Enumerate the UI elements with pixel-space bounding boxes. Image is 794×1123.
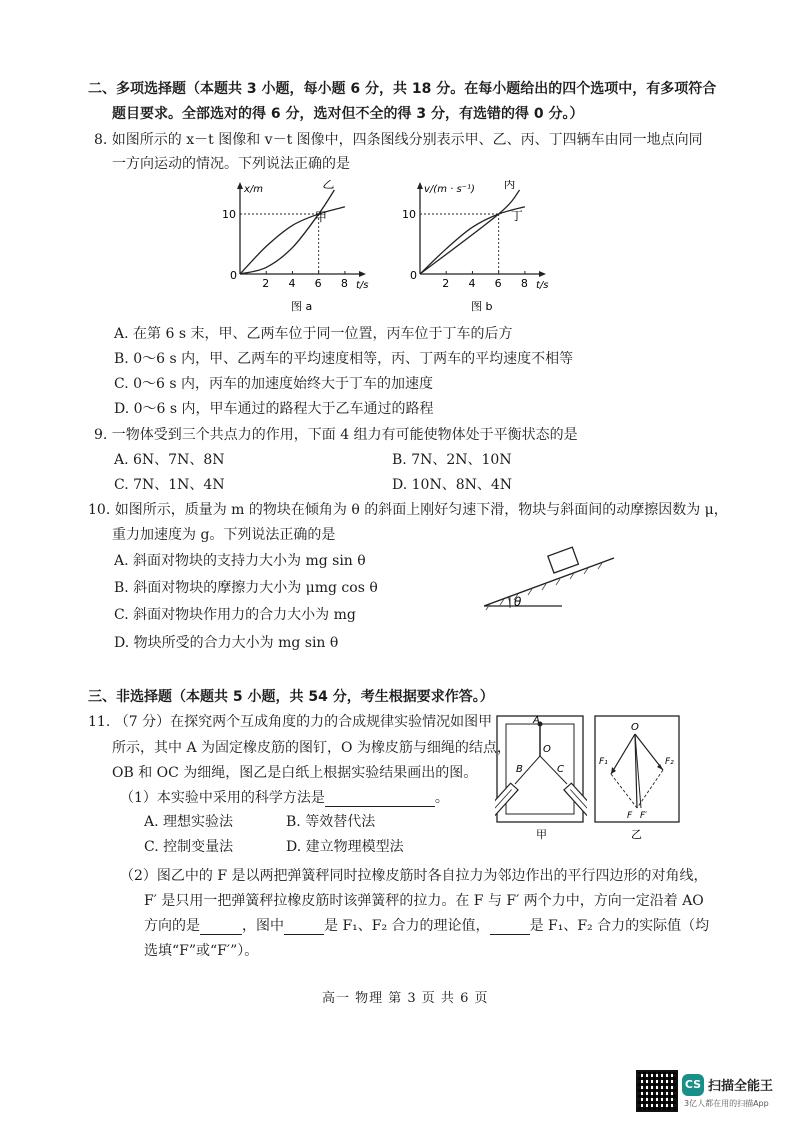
q9-option-d: D. 10N、8N、4N <box>392 477 513 493</box>
q8-option-a: A. 在第 6 s 末，甲、乙两车位于同一位置，丙车位于丁车的后方 <box>114 326 513 342</box>
q11-sub2-line2: F′ 是只用一把弹簧秤拉橡皮筋时该弹簧秤的拉力。在 F 与 F′ 两个力中，方向一定沿着 AO <box>144 893 704 909</box>
q8-stem-line2: 一方向运动的情况。下列说法正确的是 <box>112 156 350 172</box>
chart-a-x-tick-label: 6 <box>314 277 322 290</box>
qr-code-icon <box>636 1070 678 1112</box>
q11-sub2-line3-b: ，图中 <box>242 918 284 934</box>
q11-sub2-line4: 选填“F”或“F′”）。 <box>144 943 259 959</box>
q9-option-c: C. 7N、1N、4N <box>114 477 225 493</box>
chart-a-x-arrow-icon <box>359 271 366 277</box>
chart-a-y-label: x/m <box>244 184 264 195</box>
q11-sub1-end: 。 <box>434 790 449 806</box>
q10-stem-line1: 10. 如图所示，质量为 m 的物块在倾角为 θ 的斜面上刚好匀速下滑，物块与斜面间的动摩擦因数为 μ， <box>88 502 728 518</box>
yi-dash-1 <box>611 774 637 808</box>
page-footer: 高一 物理 第 3 页 共 6 页 <box>322 991 489 1006</box>
section2-header-line2: 题目要求。全部选对的得 6 分，选对但不全的得 3 分，有选错的得 0 分。） <box>112 106 584 122</box>
chart-a-title: 图 a <box>291 300 313 313</box>
q11-blank-direction[interactable] <box>200 918 242 935</box>
q10-option-c: C. 斜面对物块作用力的合力大小为 mg <box>114 607 356 623</box>
q11-sub2-line3 <box>144 915 709 935</box>
chart-a-series-乙 <box>240 190 334 274</box>
jia-caption: 甲 <box>536 828 547 841</box>
yi-label-o: O <box>631 722 639 733</box>
q10-option-a: A. 斜面对物块的支持力大小为 mg sin θ <box>114 553 366 569</box>
chart-a <box>212 180 372 320</box>
chart-b-x-arrow-icon <box>539 271 546 277</box>
chart-a-x-tick-label: 2 <box>262 277 270 290</box>
chart-a-series-label: 乙 <box>322 180 335 191</box>
q11-sub2-line3-a: 方向的是 <box>144 918 200 934</box>
figure-jia <box>495 714 587 842</box>
chart-a-y-arrow-icon <box>237 182 243 189</box>
jia-label-b: B <box>516 764 523 775</box>
chart-b-x-tick-label: 8 <box>520 277 528 290</box>
q10-stem-line2: 重力加速度为 g。下列说法正确的是 <box>112 527 336 543</box>
incline-hatch <box>486 563 602 610</box>
q11-sub2-line1: （2）图乙中的 F 是以两把弹簧秤同时拉橡皮筋时各自拉力为邻边作出的平行四边形的对角线， <box>120 868 708 884</box>
q11-opt-c: C. 控制变量法 <box>144 839 234 855</box>
yi-label-fprime: F′ <box>640 811 648 821</box>
q11-sub1 <box>120 787 449 807</box>
chart-b-x-label: t/s <box>536 280 549 291</box>
yi-vector-f2 <box>635 734 663 770</box>
chart-b-y-arrow-icon <box>417 182 423 189</box>
chart-a-x-tick-label: 8 <box>340 277 348 290</box>
jia-label-c: C <box>557 764 564 775</box>
chart-b-x-tick-label: 6 <box>494 277 502 290</box>
q11-sub1-text: （1）本实验中采用的科学方法是 <box>120 790 325 806</box>
yi-vector-f1 <box>611 734 635 774</box>
incline-block <box>548 547 579 573</box>
cs-logo-icon: CS <box>682 1074 704 1096</box>
jia-label-a: A <box>533 715 540 726</box>
chart-b-x-tick-label: 2 <box>442 277 450 290</box>
chart-b-y-label: v/(m · s⁻¹) <box>424 184 475 195</box>
q11-sub2-line3-c: 是 F₁、F₂ 合力的理论值， <box>324 918 490 934</box>
q10-option-b: B. 斜面对物块的摩擦力大小为 μmg cos θ <box>114 580 378 596</box>
chart-a-origin-label: 0 <box>230 269 237 282</box>
chart-b-title: 图 b <box>471 300 493 313</box>
chart-a-x-label: t/s <box>356 280 369 291</box>
yi-caption: 乙 <box>631 828 642 841</box>
q11-opt-d: D. 建立物理模型法 <box>286 839 404 855</box>
q8-option-b: B. 0～6 s 内，甲、乙两车的平均速度相等，丙、丁两车的平均速度不相等 <box>114 351 574 367</box>
yi-label-f1: F₁ <box>599 757 608 767</box>
figure-yi-svg <box>593 714 683 842</box>
section2-header-line1: 二、多项选择题（本题共 3 小题，每小题 6 分，共 18 分。在每小题给出的四个选项中，有多项符合 <box>88 81 717 97</box>
figure-jia-svg <box>495 714 587 842</box>
q11-blank-theoretical[interactable] <box>284 918 324 935</box>
q11-blank-actual[interactable] <box>490 918 530 935</box>
q11-stem-line1: 11. （7 分）在探究两个互成角度的力的合成规律实验情况如图甲 <box>88 714 493 730</box>
chart-b-origin-label: 0 <box>410 269 417 282</box>
q11-opt-b: B. 等效替代法 <box>286 814 376 830</box>
jia-label-o: O <box>543 744 551 755</box>
q8-option-d: D. 0～6 s 内，甲车通过的路程大于乙车通过的路程 <box>114 401 434 417</box>
yi-label-f2: F₂ <box>665 757 674 767</box>
q11-sub2-line3-d: 是 F₁、F₂ 合力的实际值（均 <box>529 918 710 934</box>
q8-option-c: C. 0～6 s 内，丙车的加速度始终大于丁车的加速度 <box>114 376 434 392</box>
q9-stem: 9. 一物体受到三个共点力的作用，下面 4 组力有可能使物体处于平衡状态的是 <box>94 427 578 443</box>
chart-b-y-tick-label: 10 <box>402 208 416 221</box>
q11-stem-line2: 所示，其中 A 为固定橡皮筋的图钉，O 为橡皮筋与细绳的结点， <box>112 740 511 756</box>
chart-a-series-甲 <box>240 207 345 274</box>
watermark-tagline: 3亿人都在用的扫描App <box>684 1099 769 1108</box>
chart-b-series-丁 <box>420 207 525 274</box>
jia-spring-scale-b <box>495 783 518 821</box>
incline-figure <box>480 540 620 612</box>
yi-label-f: F <box>627 811 633 821</box>
chart-a-series-label: 甲 <box>314 209 327 224</box>
q8-stem-line1: 8. 如图所示的 x－t 图像和 v－t 图像中，四条图线分别表示甲、乙、丙、丁四辆车由同一地点向同 <box>94 132 703 148</box>
q11-stem-line3: OB 和 OC 为细绳，图乙是白纸上根据实验结果画出的图。 <box>112 765 478 781</box>
q9-option-b: B. 7N、2N、10N <box>392 452 512 468</box>
q11-sub1-blank[interactable] <box>325 790 435 807</box>
watermark-brand: 扫描全能王 <box>708 1079 774 1094</box>
yi-arrow-f2-icon <box>657 764 663 770</box>
incline-angle-label: θ <box>514 595 522 609</box>
section3-header: 三、非选择题（本题共 5 小题，共 54 分，考生根据要求作答。） <box>88 689 494 705</box>
chart-a-y-tick-label: 10 <box>222 208 236 221</box>
incline-svg <box>480 540 620 612</box>
chart-a-x-tick-label: 4 <box>288 277 296 290</box>
q9-option-a: A. 6N、7N、8N <box>114 452 225 468</box>
figure-yi <box>593 714 683 842</box>
chart-b-series-丙 <box>420 190 520 274</box>
incline-surface <box>484 558 614 606</box>
chart-b-series-label: 丙 <box>503 180 516 191</box>
chart-b-x-tick-label: 4 <box>468 277 476 290</box>
chart-a-svg <box>212 180 372 320</box>
q11-opt-a: A. 理想实验法 <box>144 814 234 830</box>
chart-b <box>392 180 557 320</box>
chart-b-svg <box>392 180 557 320</box>
q10-option-d: D. 物块所受的合力大小为 mg sin θ <box>114 635 339 651</box>
chart-b-series-label: 丁 <box>510 208 523 223</box>
